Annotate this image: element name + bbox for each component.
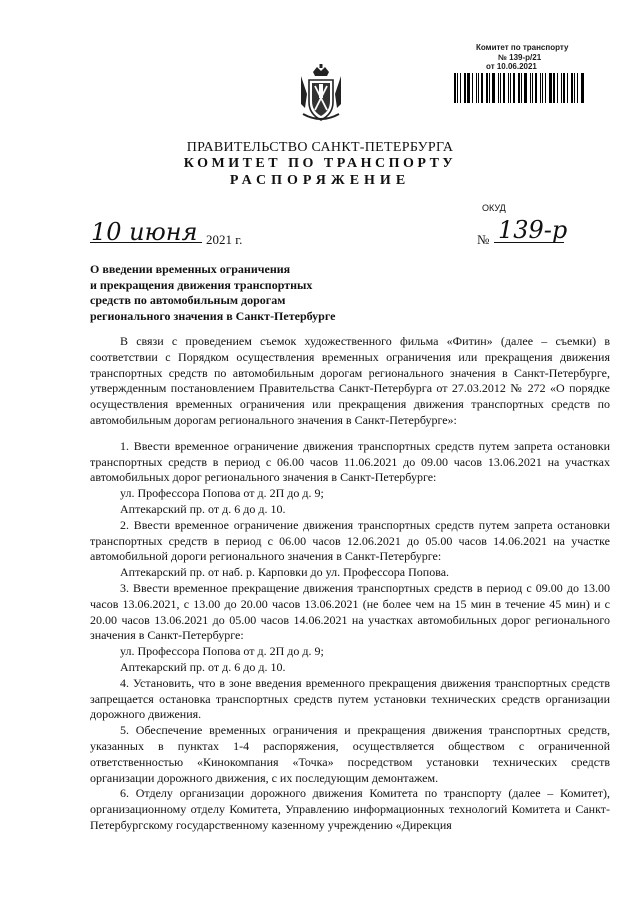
clause-2-street-1: Аптекарский пр. от наб. р. Карповки до ул. Профессора Попова. (120, 565, 450, 580)
barcode-bar (492, 73, 495, 103)
barcode-bar (567, 73, 568, 103)
year-label: 2021 г. (206, 232, 243, 247)
clause-1-street-1: ул. Профессора Попова от д. 2П до д. 9; (120, 486, 324, 501)
barcode-bar (454, 73, 456, 103)
barcode-bar (521, 73, 522, 103)
barcode-bar (498, 73, 499, 103)
barcode-bar (581, 73, 584, 103)
stamp-org: Комитет по транспорту (476, 43, 569, 52)
subject-line: и прекращения движения транспортных (90, 277, 313, 292)
barcode-bar (549, 73, 552, 103)
barcode-bar (481, 73, 483, 103)
document-type: РАСПОРЯЖЕНИЕ (229, 173, 411, 188)
committee-title: КОМИТЕТ ПО ТРАНСПОРТУ (183, 156, 457, 171)
barcode-bar (540, 73, 541, 103)
clause-6: 6. Отделу организации дорожного движения Комитета по транспорту (далее – Комитет), организационному отделу Комитета, Управлению информационных технологий Комитета и Санкт-Петербургскому государственному казенному учреждению «Дирекция (90, 786, 610, 832)
barcode-bar (510, 73, 511, 103)
barcode-bar (476, 73, 477, 103)
barcode-bar (571, 73, 573, 103)
handwritten-date: 10 июня (91, 218, 198, 246)
barcode-bar (460, 73, 461, 103)
barcode-bar (489, 73, 490, 103)
preamble-paragraph: В связи с проведением съемок художественного фильма «Фитин» (далее – съемки) в соответствии с Порядком осуществления временных ограничения или прекращения движения транспортных средств по автомобильным дорогам регионального значения в Санкт-Петербурге, утвержденным постановлением Правительства Санкт-Петербурга от 27.03.2012 № 272 «О порядке осуществления временных ограничения или прекращения движения транспортных средств по автомобильным дорогам регионального значения в Санкт-Петербурге»: (90, 334, 610, 427)
clause-1-street-2: Аптекарский пр. от д. 6 до д. 10. (120, 501, 286, 516)
clause-3-street-1: ул. Профессора Попова от д. 2П до д. 9; (120, 644, 324, 659)
barcode-bar (486, 73, 488, 103)
barcode-bar (518, 73, 520, 103)
barcode-bar (532, 73, 533, 103)
okud-label: ОКУД (482, 203, 506, 213)
subject-line: регионального значения в Санкт-Петербурге (90, 308, 336, 323)
barcode-bar (467, 73, 470, 103)
barcode-bar (574, 73, 575, 103)
barcode-bar (557, 73, 558, 103)
barcode-bar (530, 73, 531, 103)
clause-5: 5. Обеспечение временных ограничения и прекращения движения транспортных средств, указанных в пунктах 1-4 распоряжения, осуществляется обществом с ограниченной ответственностью «Кинокомпания «Точка» посредством установки технических средств организации дорожного движения, с их последующим демонтажем. (90, 723, 610, 785)
barcode-bar (503, 73, 505, 103)
coat-of-arms-emblem (299, 64, 343, 124)
barcode (454, 73, 586, 103)
barcode-bar (508, 73, 509, 103)
barcode-bar (553, 73, 555, 103)
number-underline (494, 242, 564, 243)
stamp-date: от 10.06.2021 (486, 62, 537, 71)
stamp-number: № 139-р/21 (498, 52, 542, 62)
document-subject (90, 262, 390, 324)
barcode-bar (478, 73, 479, 103)
barcode-bar (524, 73, 527, 103)
clause-2: 2. Ввести временное ограничение движения транспортных средств путем запрета остановки транспортных средств в период с 06.00 часов 12.06.2021 до 05.00 часов 14.06.2021 на участке автомобильной дороги регионального значения в Санкт-Петербурге: (90, 517, 610, 564)
barcode-bar (500, 73, 501, 103)
subject-line: О введении временных ограничения (90, 262, 291, 276)
barcode-bar (577, 73, 578, 103)
handwritten-number: 139-р (498, 216, 568, 244)
clause-4: 4. Установить, что в зоне введения временного прекращения движения транспортных средств запрещается остановка транспортных средств путем установки технических средств организации дорожного движения. (90, 675, 610, 722)
registration-stamp (476, 43, 568, 72)
clause-3-street-2: Аптекарский пр. от д. 6 до д. 10. (120, 659, 286, 674)
clause-3: 3. Ввести временное прекращение движения транспортных средств в период с 09.00 до 13.00 часов 13.06.2021, с 13.00 до 20.00 часов 13.06.2021 (не более чем на 15 мин в течение 45 мин) и с 20.00 часов 13.06.2021 до 05.00 часов 14.06.2021 на участках автомобильных дорог регионального значения в Санкт-Петербурге: (90, 580, 610, 643)
barcode-bar (563, 73, 565, 103)
number-label: № (477, 232, 490, 247)
document-body (90, 334, 610, 834)
barcode-bar (513, 73, 515, 103)
barcode-bar (464, 73, 466, 103)
government-title: ПРАВИТЕЛЬСТВО САНКТ-ПЕТЕРБУРГА (186, 140, 454, 155)
barcode-bar (535, 73, 537, 103)
date-underline (90, 242, 202, 243)
subject-line: средств по автомобильным дорогам (90, 293, 286, 307)
barcode-bar (457, 73, 458, 103)
barcode-bar (545, 73, 546, 103)
clause-1: 1. Ввести временное ограничение движения транспортных средств путем запрета остановки транспортных средств в период с 06.00 часов 11.06.2021 до 09.00 часов 13.06.2021 на участках автомобильных дорог регионального значения в Санкт-Петербурге: (90, 438, 610, 485)
barcode-bar (542, 73, 543, 103)
barcode-bar (472, 73, 473, 103)
barcode-bar (561, 73, 562, 103)
